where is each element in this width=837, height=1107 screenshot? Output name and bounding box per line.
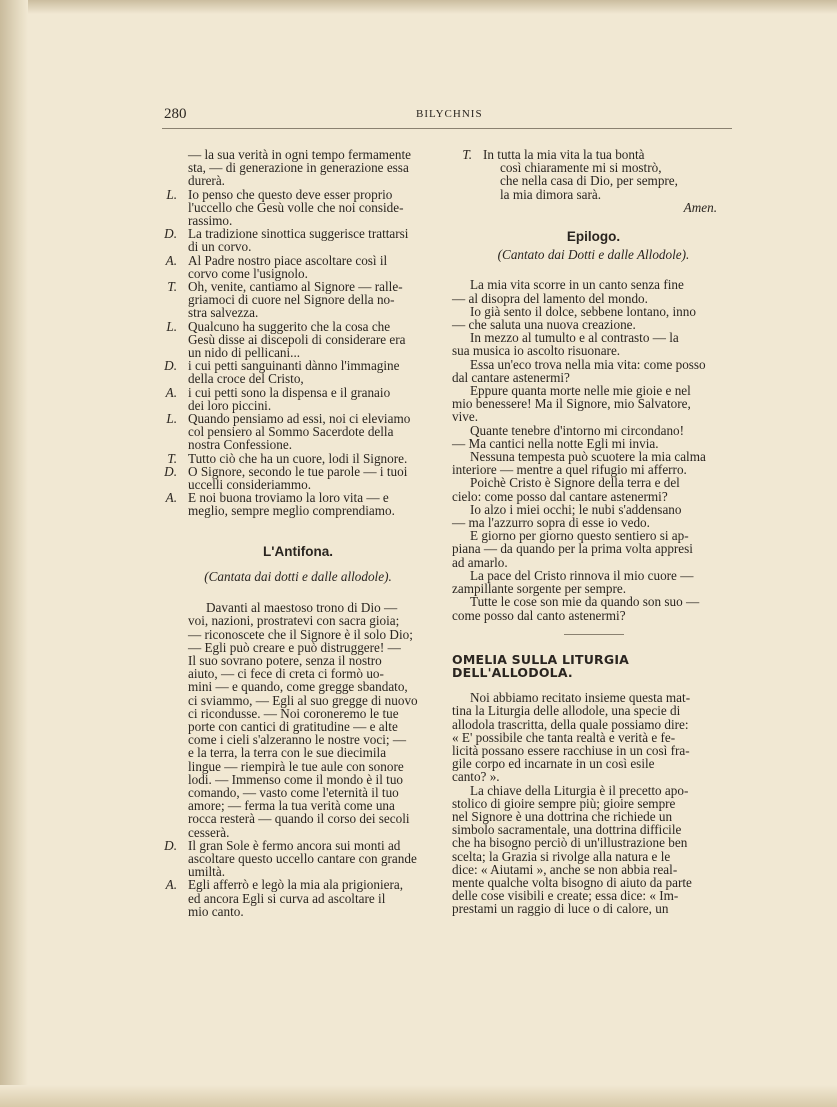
text-line: sta, — di generazione in generazione essa <box>188 160 409 176</box>
speaker-label: T. <box>462 147 472 162</box>
antifona-line: amore; — ferma la tua verità come una <box>188 798 395 814</box>
speech-line: i cui petti sanguinanti dànno l'immagine <box>188 358 400 374</box>
speech-line: griamoci di cuore nel Signore della no- <box>188 292 395 308</box>
speech-line: mio canto. <box>188 903 244 919</box>
page-binding-edge <box>0 0 28 1107</box>
amen-line: Amen. <box>683 199 717 215</box>
epilogo-line: — al disopra del lamento del mondo. <box>452 290 648 306</box>
speech-line: Gesù disse ai discepoli di considerare era <box>188 331 406 347</box>
speech <box>157 359 439 385</box>
speech-line: Al Padre nostro piace ascoltare così il <box>188 252 388 268</box>
speech <box>157 320 439 360</box>
antifona-line: lingue — riempirà le tue aule con sonore <box>188 758 404 774</box>
epilogo-line: La pace del Cristo rinnova il mio cuore — <box>470 567 694 583</box>
speech-line: umiltà. <box>188 864 225 880</box>
epilogo-line: Eppure quanta morte nelle mie gioie e nel <box>470 383 691 399</box>
speech-line: Qualcuno ha suggerito che la cosa che <box>188 318 391 334</box>
antifona-line: ci sviammo, — Egli al suo gregge di nuovo <box>188 692 418 708</box>
epilogo-line: dal cantare astenermi? <box>452 369 570 385</box>
omelia-title: OMELIA SULLA LITURGIA DELL'ALLODOLA. <box>452 651 630 680</box>
omelia-line: tina la Liturgia delle allodole, una specie di <box>452 703 681 719</box>
epilogo-line: ad amarlo. <box>452 554 508 570</box>
speaker-label: L. <box>166 411 177 427</box>
antifona-title: L'Antifona. <box>263 543 333 559</box>
antifona-line: Davanti al maestoso trono di Dio — <box>206 600 398 616</box>
speech <box>157 412 439 452</box>
epilogo-title: Epilogo. <box>566 229 621 245</box>
page-header <box>164 106 731 126</box>
speaker-label: A. <box>165 490 177 506</box>
speech-line: meglio, sempre meglio comprendiamo. <box>188 503 395 519</box>
left-column <box>157 148 439 918</box>
omelia-line: La chiave della Liturgia è il precetto apo- <box>470 782 689 798</box>
epilogo-line: cielo: come posso dal cantare astenermi? <box>452 488 668 504</box>
epilogo-line: La mia vita scorre in un canto senza fine <box>470 277 684 293</box>
speaker-label: T. <box>167 450 177 466</box>
epilogo-line: Io alzo i miei occhi; le nubi s'addensano <box>470 501 682 517</box>
speaker-label: A. <box>165 252 177 268</box>
speech <box>452 148 735 161</box>
epilogo-line: vive. <box>452 409 479 425</box>
omelia-line: licità possano essere racchiuse in un così fra- <box>452 742 690 758</box>
speech-line: i cui petti sono la dispensa e il granaio <box>188 384 391 400</box>
speaker-label: D. <box>164 358 177 374</box>
omelia-line: scelta; la Grazia si rivolge alla natura e le <box>452 848 671 864</box>
speech <box>157 227 439 253</box>
epilogo-line: zampillante sorgente per sempre. <box>452 581 627 597</box>
omelia-line: simbolo sacramentale, una dottrina difficile <box>452 822 682 838</box>
omelia-line: che ha bisogno perciò di un'illustrazione ben <box>452 835 688 851</box>
speech <box>157 878 439 918</box>
antifona-line: aiuto, — ci fece di creta ci formò uo- <box>188 666 384 682</box>
omelia-line: delle cose visibili e create; essa dice: « Im- <box>452 888 679 904</box>
speech-line: In tutta la mia vita la tua bontà <box>483 147 645 162</box>
speech-line: O Signore, secondo le tue parole — i tuoi <box>188 463 408 479</box>
right-column <box>452 148 735 916</box>
speech-line: La tradizione sinottica suggerisce trattarsi <box>188 226 409 242</box>
omelia-line: gile corpo ed incarnate in un così esile <box>452 756 655 772</box>
speaker-label: L. <box>166 186 177 202</box>
speech-line: Il gran Sole è fermo ancora sui monti ad <box>188 837 401 853</box>
epilogo-line: E giorno per giorno questo sentiero si ap- <box>470 528 689 544</box>
omelia-line: allodola trascritta, della quale possiamo dire: <box>452 716 689 732</box>
epilogo-line: — ma l'azzurro sopra di esse io vedo. <box>452 515 650 531</box>
antifona-subtitle: (Cantata dai dotti e dalle allodole). <box>204 568 392 584</box>
speech-line: dei loro piccini. <box>188 397 272 413</box>
speech-line: Tutto ciò che ha un cuore, lodi il Signore. <box>188 450 408 466</box>
epilogo-line: Quante tenebre d'intorno mi circondano! <box>470 422 685 438</box>
omelia-line: Noi abbiamo recitato insieme questa mat- <box>470 690 691 706</box>
speech-line: rassimo. <box>188 213 233 229</box>
page-number: 280 <box>164 106 187 122</box>
antifona-line: porte con cantici di gratitudine — e alte <box>188 718 398 734</box>
speaker-label: A. <box>165 384 177 400</box>
speech <box>157 452 439 465</box>
speaker-label: T. <box>167 279 177 295</box>
omelia-line: « E' possibile che tanta realtà e verità e fe- <box>452 729 676 745</box>
omelia-line: stolico di gioire sempre più; gioire sempre <box>452 795 676 811</box>
antifona-line: — Egli può creare e può distruggere! — <box>188 639 401 655</box>
speech-line: uccelli consideriammo. <box>188 477 312 493</box>
speech-line: un nido di pellicani... <box>188 345 301 361</box>
epilogo-line: come posso dal canto astenermi? <box>452 607 626 623</box>
speech-line: Oh, venite, cantiamo al Signore — ralle- <box>188 279 403 295</box>
antifona-line: rocca resterà — quando il corso dei secoli <box>188 811 410 827</box>
epilogo-line: — Ma cantici nella notte Egli mi invia. <box>452 435 659 451</box>
epilogo-line: interiore — mentre a quel rifugio mi afferro. <box>452 462 687 478</box>
antifona-line: voi, nazioni, prostratevi con sacra gioia; <box>188 613 400 629</box>
speech-line: Io penso che questo deve esser proprio <box>188 186 393 202</box>
antifona-line: comando, — vasto come l'eternità il tuo <box>188 784 399 800</box>
speech <box>157 465 439 491</box>
speech-line: ed ancora Egli si curva ad ascoltare il <box>188 890 386 906</box>
epilogo-line: mio benessere! Ma il Signore, mio Salvatore, <box>452 396 691 412</box>
speech <box>157 188 439 228</box>
speech-line: l'uccello che Gesù volle che noi conside- <box>188 199 404 215</box>
speaker-label: D. <box>164 463 177 479</box>
verse-line: la mia dimora sarà. <box>500 186 602 202</box>
text-line: — la sua verità in ogni tempo fermamente <box>188 147 412 162</box>
speech-line: di un corvo. <box>188 239 252 255</box>
speaker-label: L. <box>166 318 177 334</box>
epilogo-line: Nessuna tempesta può scuotere la mia calma <box>470 449 706 465</box>
omelia-line: canto? ». <box>452 769 500 785</box>
speech-line: nostra Confessione. <box>188 437 293 453</box>
text-line: durerà. <box>188 173 225 189</box>
omelia-line: dice: « Aiutami », anche se non abbia real- <box>452 861 678 877</box>
speech-line: della croce del Cristo, <box>188 371 304 387</box>
epilogo-line: Poichè Cristo è Signore della terra e del <box>470 475 680 491</box>
epilogo-subtitle: (Cantato dai Dotti e dalle Allodole). <box>497 247 690 263</box>
speaker-label: A. <box>165 877 177 893</box>
speaker-label: D. <box>164 837 177 853</box>
speech <box>157 386 439 412</box>
speech-line: corvo come l'usignolo. <box>188 265 308 281</box>
antifona-line: come i cieli s'alzeranno le nostre voci; — <box>188 732 407 748</box>
verse-line: così chiaramente mi si mostrò, <box>500 160 662 176</box>
antifona-line: mini — e quando, come gregge sbandato, <box>188 679 408 695</box>
epilogo-line: sua musica io ascolto risuonare. <box>452 343 621 359</box>
antifona-line: e la terra, la terra con le sue diecimila <box>188 745 387 761</box>
speech <box>157 254 439 280</box>
page-top-edge <box>0 0 837 14</box>
epilogo-line: — che saluta una nuova creazione. <box>452 317 636 333</box>
speech-line: Quando pensiamo ad essi, noi ci eleviamo <box>188 411 411 427</box>
epilogo-line: Essa un'eco trova nella mia vita: come posso <box>470 356 706 372</box>
speaker-label: D. <box>164 226 177 242</box>
speech <box>157 491 439 517</box>
epilogo-line: In mezzo al tumulto e al contrasto — la <box>470 330 679 346</box>
epilogo-line: Io già sento il dolce, sebbene lontano, inno <box>470 303 696 319</box>
speech <box>157 839 439 879</box>
omelia-line: mente qualche volta bisogno di aiuto da parte <box>452 874 692 890</box>
epilogo-line: piana — da quando per la prima volta appresi <box>452 541 693 557</box>
speech-line: E noi buona troviamo la loro vita — e <box>188 490 389 506</box>
antifona-line: Il suo sovrano potere, senza il nostro <box>188 652 382 668</box>
omelia-line: nel Signore è una dottrina che richiede un <box>452 808 673 824</box>
antifona-line: lodi. — Immenso come il mondo è il tuo <box>188 771 404 787</box>
verse-line: che nella casa di Dio, per sempre, <box>500 173 678 189</box>
speech-line: col pensiero al Sommo Sacerdote della <box>188 424 394 440</box>
antifona-line: cesserà. <box>188 824 230 840</box>
header-rule <box>162 128 732 129</box>
epilogo-line: Tutte le cose son mie da quando son suo — <box>470 594 700 610</box>
omelia-line: prestami un raggio di luce o di calore, un <box>452 901 669 917</box>
speech-line: ascoltare questo uccello cantare con grande <box>188 850 417 866</box>
speech-line: stra salvezza. <box>188 305 259 321</box>
speech-line: Egli afferrò e legò la mia ala prigioniera, <box>188 877 404 893</box>
speech <box>157 280 439 320</box>
page-bottom-edge <box>0 1085 837 1107</box>
antifona-line: — riconoscete che il Signore è il solo Dio; <box>188 626 413 642</box>
running-head: BILYCHNIS <box>416 108 483 120</box>
antifona-line: ci ricondusse. — Noi coroneremo le tue <box>188 705 399 721</box>
